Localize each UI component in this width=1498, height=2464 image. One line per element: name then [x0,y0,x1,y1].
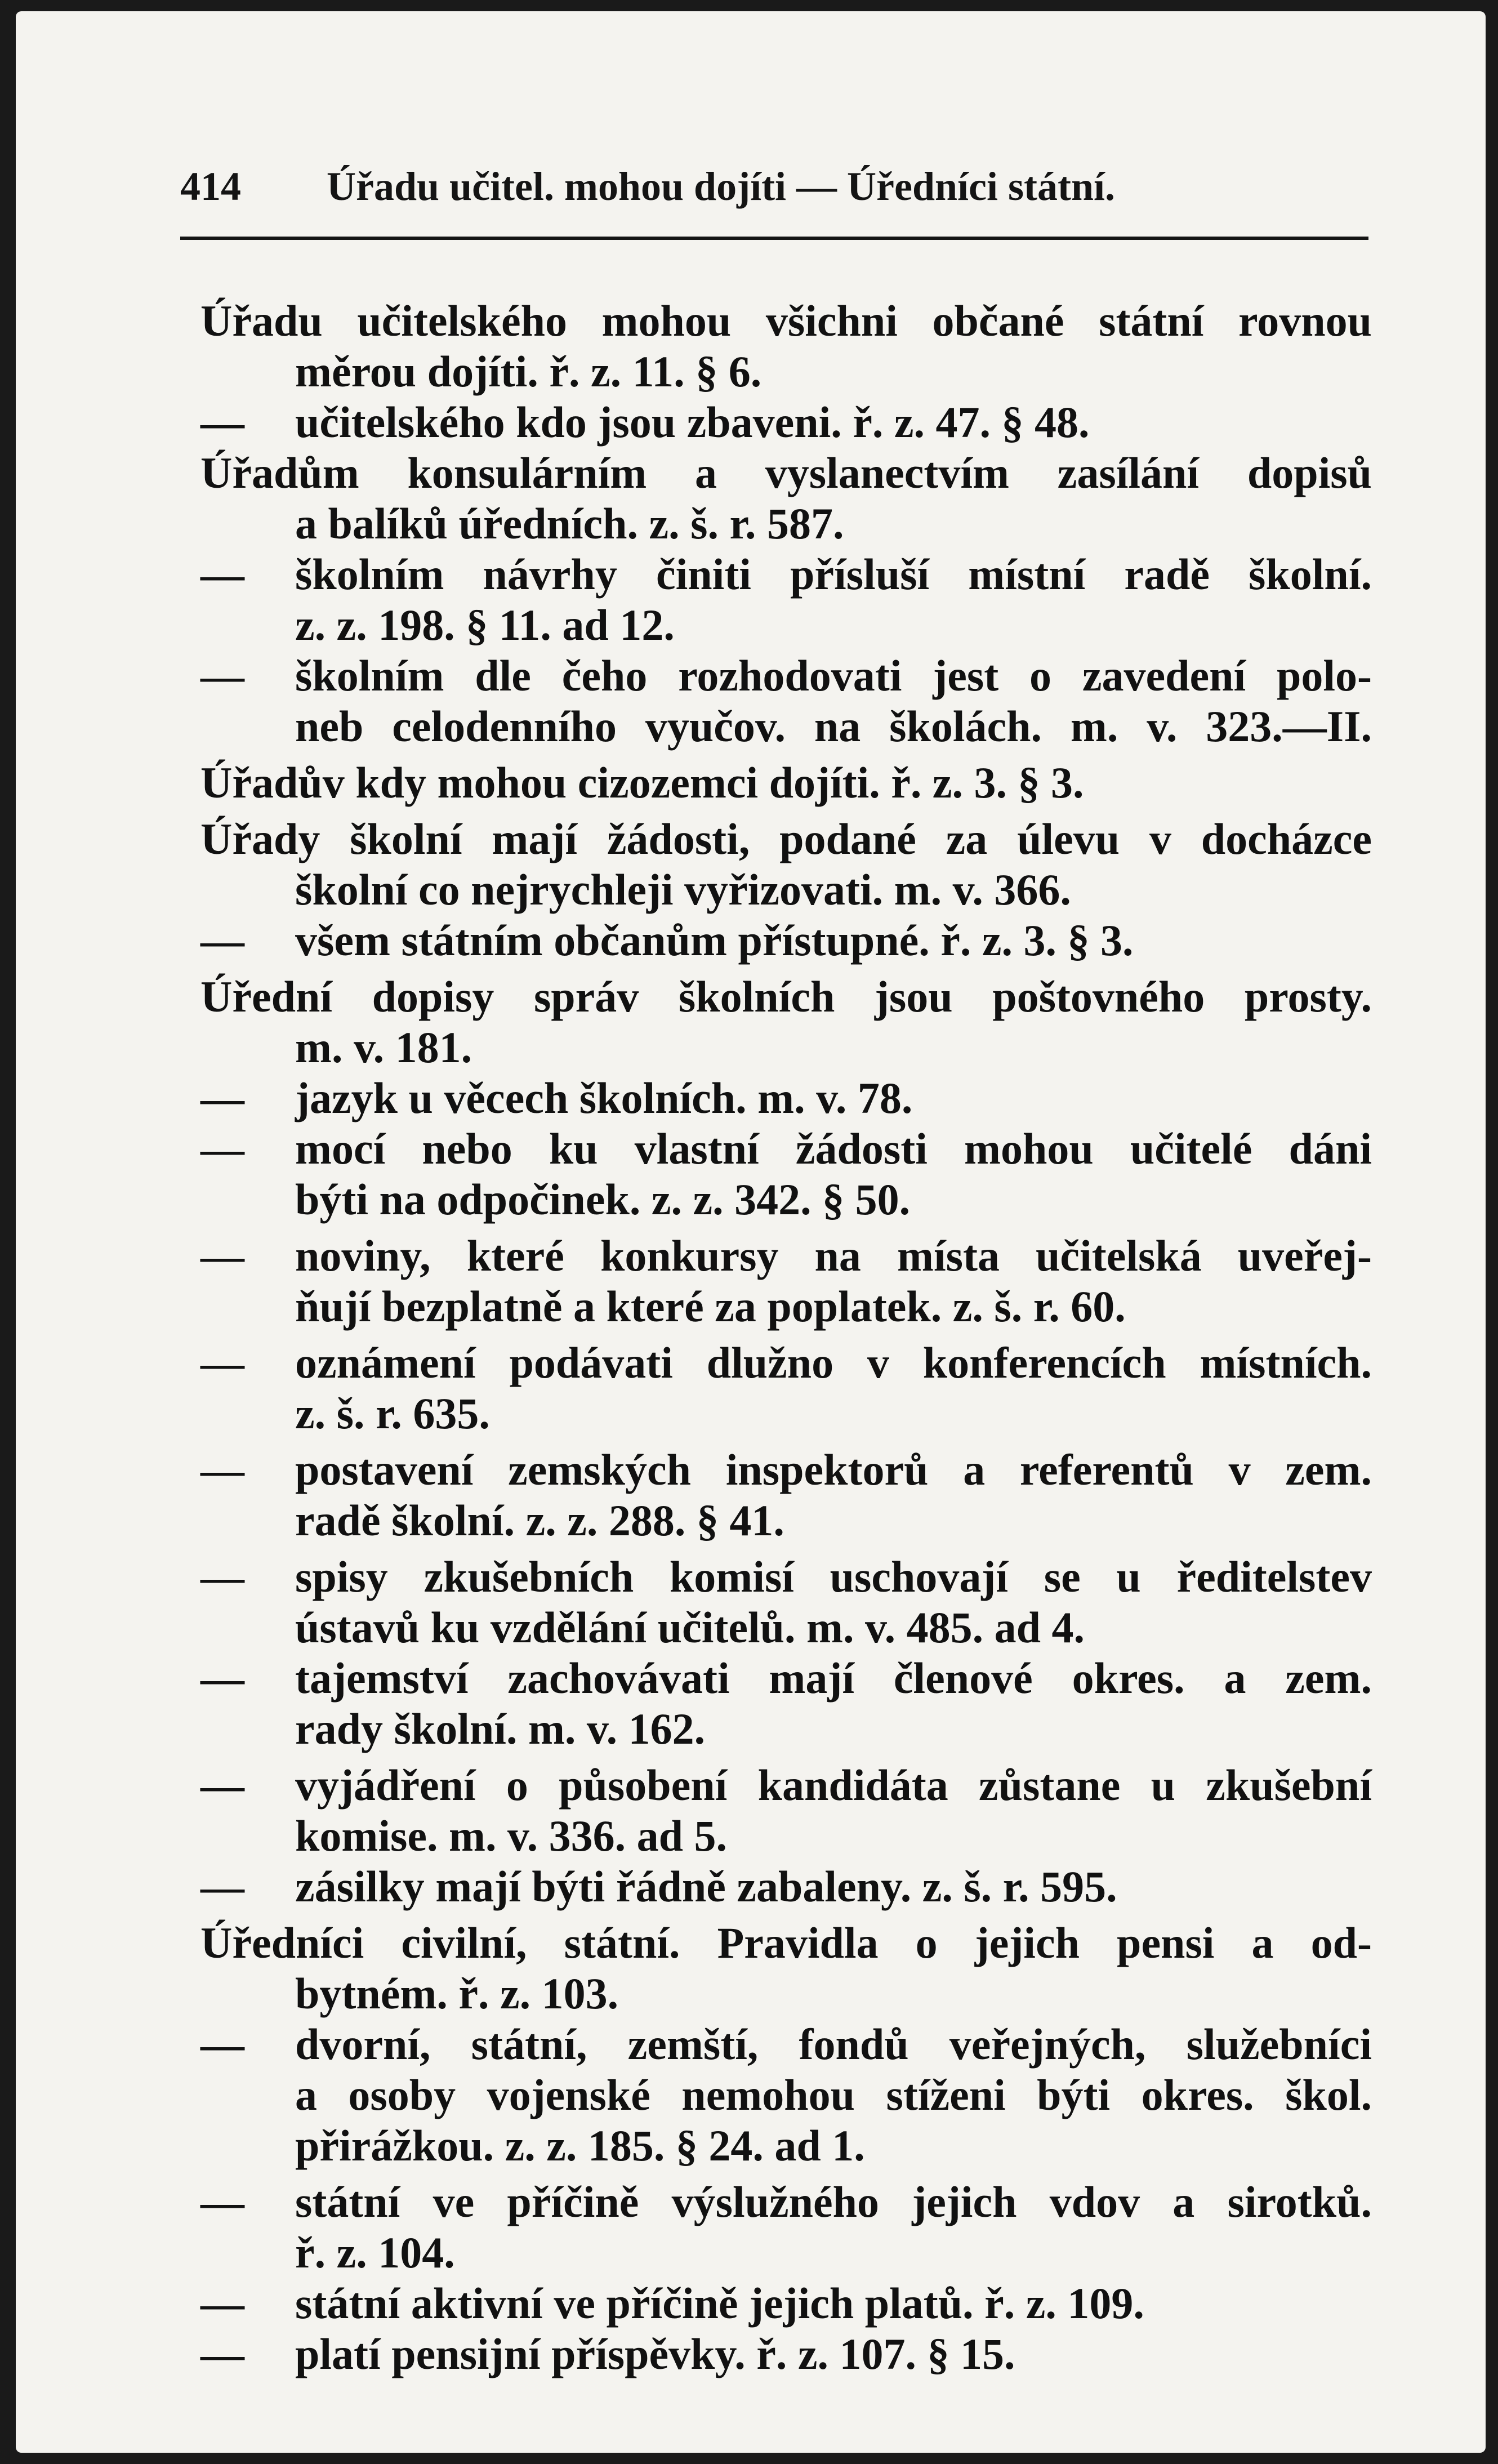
index-line [200,1968,1372,2019]
index-line [200,1073,1372,1124]
entry-text: z. š. r. 635. [295,1389,490,1438]
entry-text: radě školní. z. z. 288. § 41. [295,1496,784,1545]
entry-text: komise. m. v. 336. ad 5. [295,1811,728,1860]
index-line [200,1338,1372,1388]
index-line [200,2177,1372,2227]
entry-dash: — [200,916,244,965]
entry-text: zásilky mají býti řádně zabaleny. z. š. r. 595. [295,1862,1117,1911]
index-line [200,865,1372,915]
entry-text: dvorní, státní, zemští, fondů veřejných, služebníci [295,2020,1372,2069]
index-line [200,498,1372,549]
book-page [16,11,1486,2453]
entry-dash: — [200,2020,244,2069]
entry-dash: — [200,2329,244,2378]
index-line [200,448,1372,498]
entry-text: ňují bezplatně a které za poplatek. z. š. r. 60. [295,1282,1126,1331]
entry-dash: — [200,1445,244,1494]
index-line [200,2278,1372,2329]
index-line [200,701,1372,752]
entry-text: ř. z. 104. [295,2228,455,2277]
entry-text: a osoby vojenské nemohou stíženi býti okres. škol. [295,2070,1372,2119]
entry-text: Úředníci civilní, státní. Pravidla o jejich pensi a od- [200,1918,1372,1967]
index-line [200,1174,1372,1225]
index-line [200,650,1372,701]
index-line [200,758,1372,808]
index-line [200,1231,1372,1281]
entry-text: m. v. 181. [295,1023,472,1072]
index-line [200,296,1372,346]
index-line [200,1918,1372,1968]
index-line [200,2329,1372,2380]
index-line [200,1861,1372,1912]
entry-dash: — [200,1761,244,1810]
entry-dash: — [200,1862,244,1911]
entry-text: mocí nebo ku vlastní žádosti mohou učitelé dáni [295,1124,1372,1173]
entry-text: rady školní. m. v. 162. [295,1704,706,1753]
entry-text: jazyk u věcech školních. m. v. 78. [295,1073,913,1122]
entry-text: školním návrhy činiti přísluší místní radě školní. [295,550,1372,599]
entry-text: měrou dojíti. ř. z. 11. § 6. [295,347,762,396]
entry-text: učitelského kdo jsou zbaveni. ř. z. 47. § 48. [295,398,1090,447]
entry-dash: — [200,550,244,599]
entry-text: školním dle čeho rozhodovati jest o zavedení polo- [295,651,1372,700]
entry-dash: — [200,1552,244,1601]
entry-dash: — [200,398,244,447]
index-line [200,1495,1372,1546]
index-line [200,346,1372,397]
index-line [200,1022,1372,1073]
index-line [200,397,1372,448]
entry-text: Úřadům konsulárním a vyslanectvím zasílání dopisů [200,448,1372,497]
index-line [200,2120,1372,2171]
index-line [200,1445,1372,1495]
index-line [200,1760,1372,1811]
index-line [200,1653,1372,1704]
running-title: Úřadu učitel. mohou dojíti — Úředníci státní. [327,164,1116,209]
index-line [200,2070,1372,2120]
entry-dash: — [200,2177,244,2226]
entry-dash: — [200,1654,244,1703]
index-line [200,1124,1372,1174]
entry-text: spisy zkušebních komisí uschovají se u ředitelstev [295,1552,1372,1601]
entry-text: Úřadu učitelského mohou všichni občané státní rovnou [200,296,1372,345]
index-line [200,1552,1372,1602]
entry-text: bytném. ř. z. 103. [295,1969,619,2018]
index-line [200,814,1372,865]
entry-text: noviny, které konkursy na místa učitelská uveřej- [295,1231,1372,1280]
entry-text: tajemství zachovávati mají členové okres. a zem. [295,1654,1372,1703]
index-line [200,2227,1372,2278]
index-line [200,1281,1372,1332]
index-line [200,549,1372,600]
entry-text: státní aktivní ve příčině jejich platů. ř. z. 109. [295,2279,1144,2328]
entry-text: oznámení podávati dlužno v konferencích místních. [295,1338,1372,1387]
index-line [200,1602,1372,1653]
index-line [200,600,1372,650]
entry-dash: — [200,1124,244,1173]
entry-dash: — [200,651,244,700]
entry-text: z. z. 198. § 11. ad 12. [295,600,675,649]
entry-dash: — [200,1073,244,1122]
entry-text: neb celodenního vyučov. na školách. m. v. 323.—II. [295,702,1372,751]
entry-text: všem státním občanům přístupné. ř. z. 3. § 3. [295,916,1134,965]
index-line [200,1704,1372,1754]
index-line [200,1388,1372,1439]
index-line [200,1811,1372,1861]
index-line [200,972,1372,1022]
entry-text: býti na odpočinek. z. z. 342. § 50. [295,1175,911,1224]
entry-text: školní co nejrychleji vyřizovati. m. v. 366. [295,865,1071,914]
entry-dash: — [200,1338,244,1387]
entry-text: a balíků úředních. z. š. r. 587. [295,499,844,548]
header-rule [180,237,1368,240]
entry-dash: — [200,2279,244,2328]
entry-text: vyjádření o působení kandidáta zůstane u zkušební [295,1761,1372,1810]
entry-text: postavení zemských inspektorů a referentů v zem. [295,1445,1372,1494]
entry-text: přirážkou. z. z. 185. § 24. ad 1. [295,2121,865,2170]
page-header [180,163,1368,210]
index-line [200,2019,1372,2070]
entry-text: Úřadův kdy mohou cizozemci dojíti. ř. z. 3. § 3. [200,758,1084,807]
entry-text: Úřední dopisy správ školních jsou poštovného prosty. [200,972,1372,1021]
index-entries [200,296,1372,2380]
index-line [200,915,1372,966]
entry-text: ústavů ku vzdělání učitelů. m. v. 485. ad 4. [295,1603,1085,1652]
page-number: 414 [180,164,241,209]
entry-text: Úřady školní mají žádosti, podané za úlevu v docházce [200,814,1372,863]
entry-dash: — [200,1231,244,1280]
entry-text: státní ve příčině výslužného jejich vdov a sirotků. [295,2177,1372,2226]
entry-text: platí pensijní příspěvky. ř. z. 107. § 15. [295,2329,1015,2378]
